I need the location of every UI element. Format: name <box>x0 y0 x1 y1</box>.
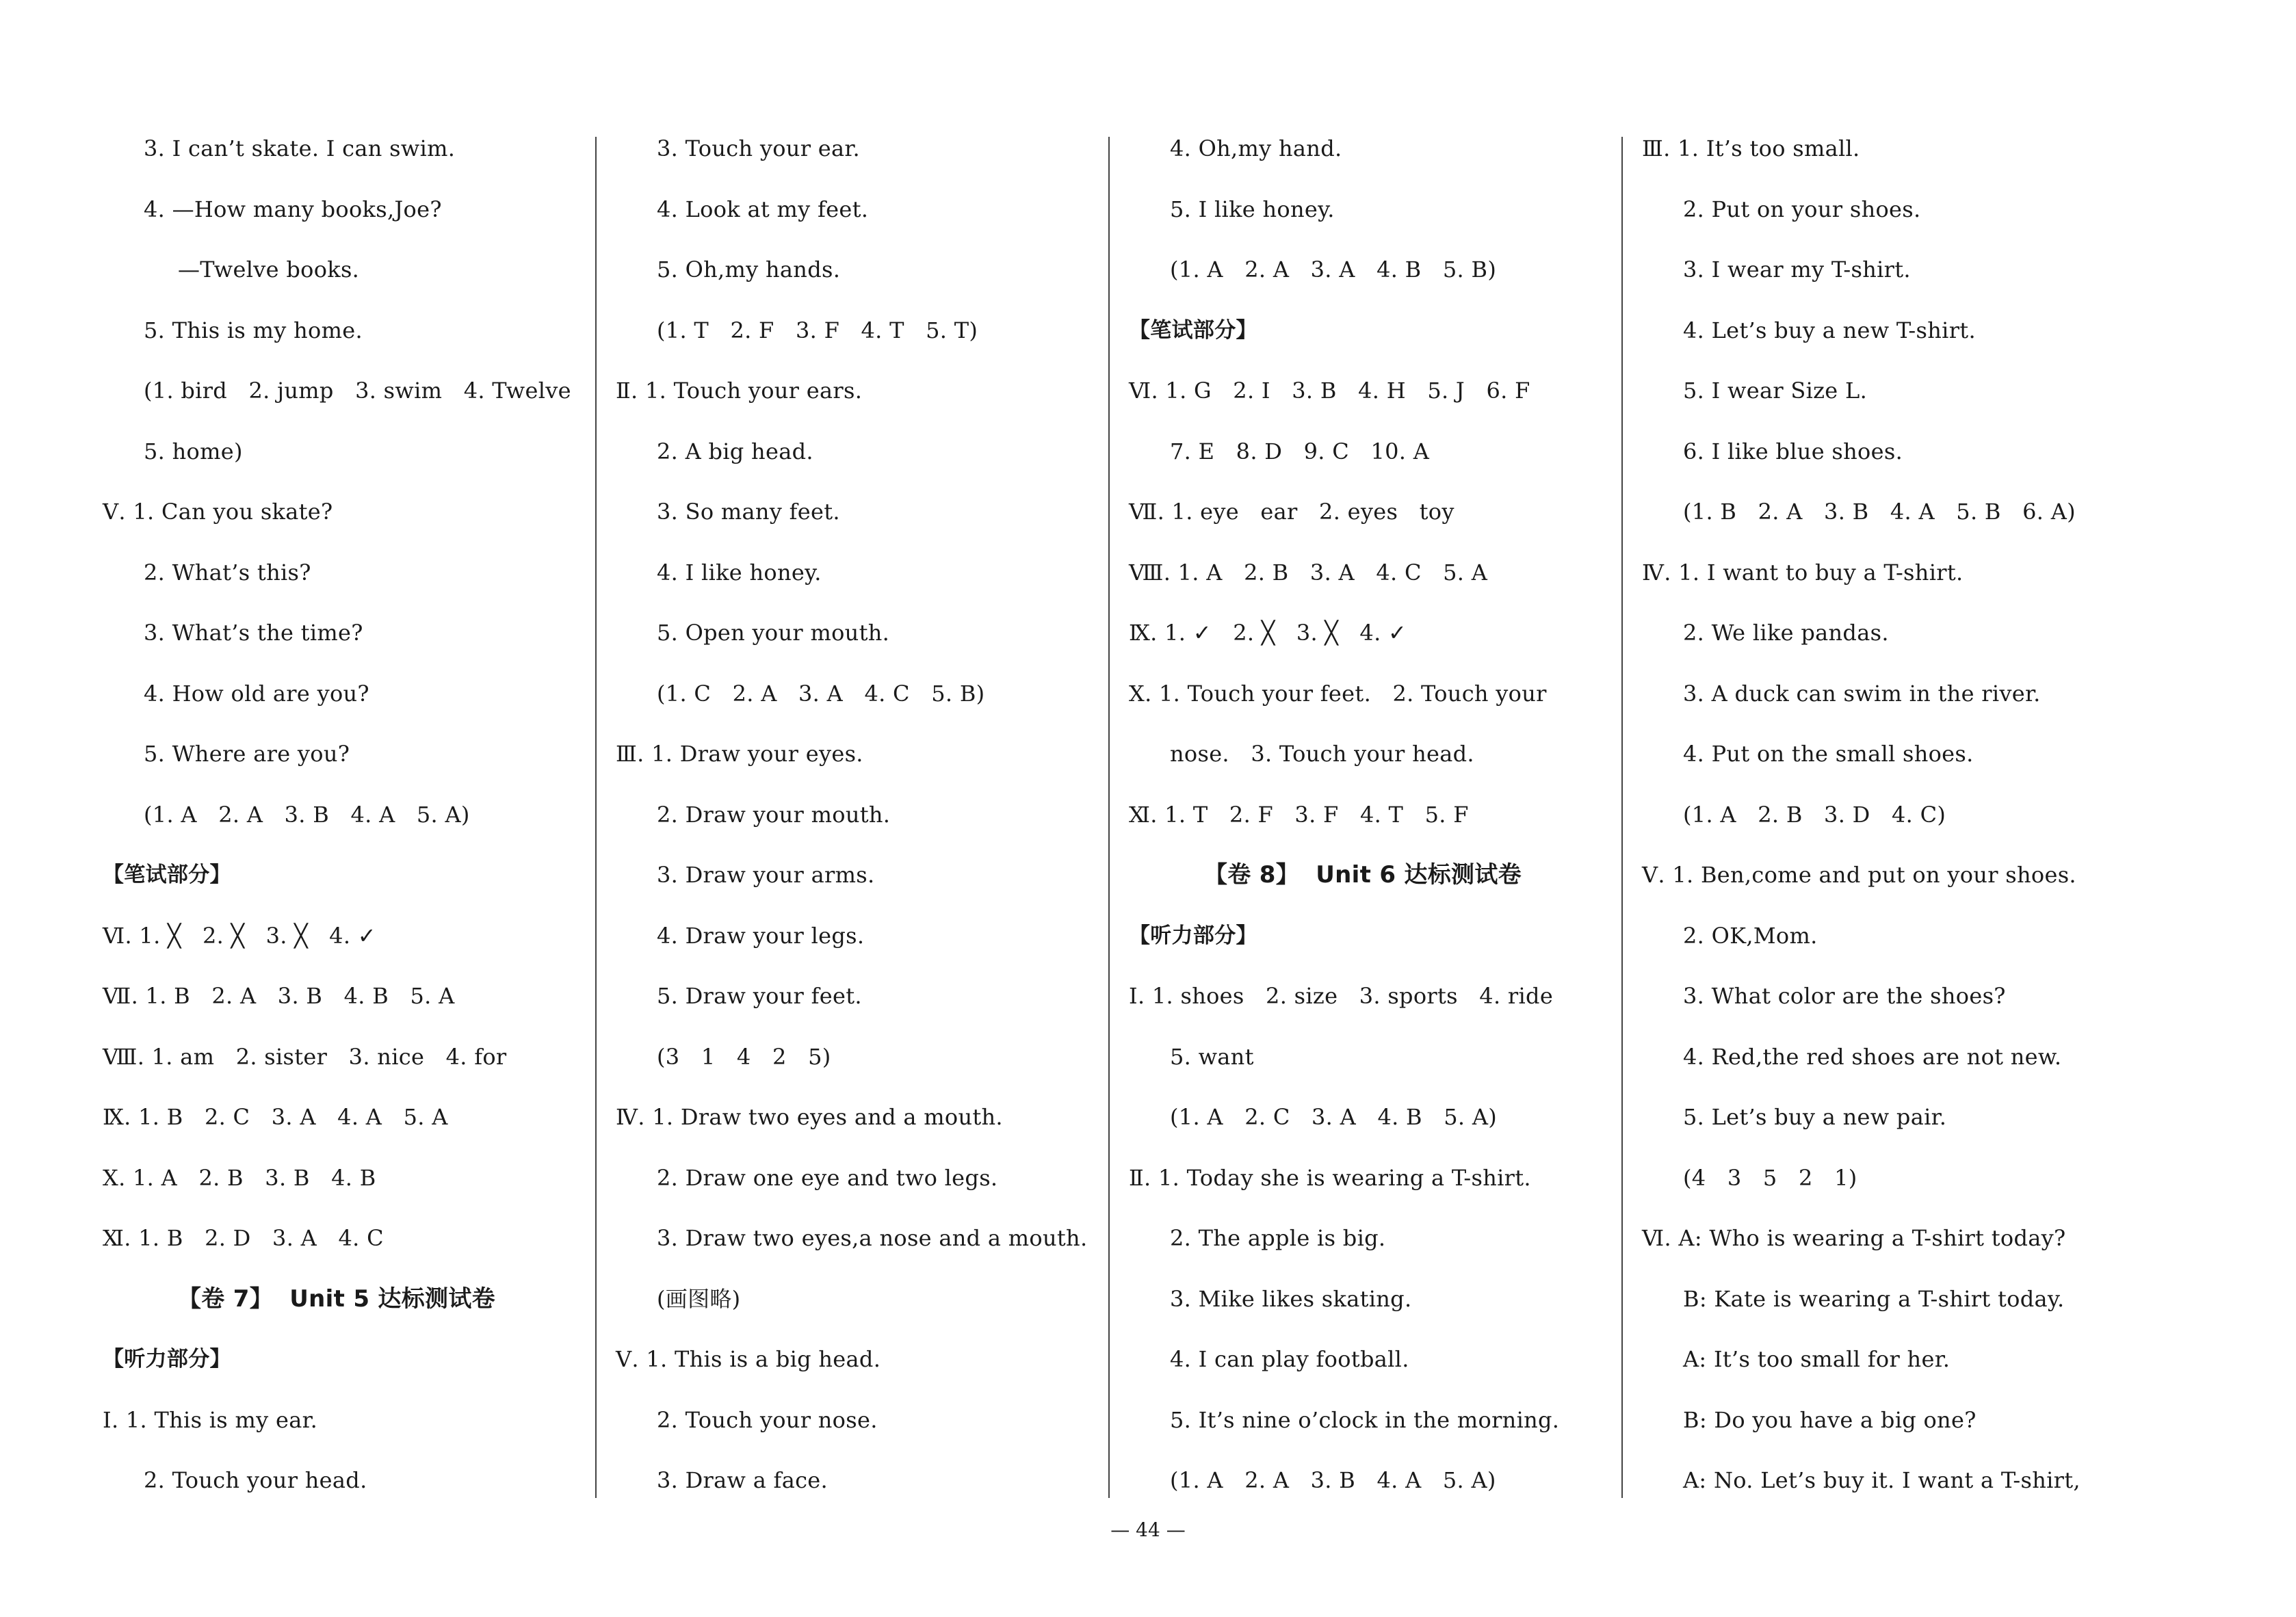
answer-line: Ⅵ. A: Who is wearing a T-shirt today? <box>1642 1225 2066 1251</box>
answer-line: 2. The apple is big. <box>1170 1225 1386 1251</box>
answer-line: B: Kate is wearing a T-shirt today. <box>1683 1285 2065 1312</box>
answer-line: Ⅱ. 1. Touch your ears. <box>616 378 863 404</box>
answer-line: (1. A 2. A 3. B 4. A 5. A) <box>144 801 470 828</box>
answer-line: 3. What color are the shoes? <box>1683 983 2006 1009</box>
answer-line: (3 1 4 2 5) <box>657 1043 831 1070</box>
answer-line: 2. A big head. <box>657 438 813 464</box>
answer-line: 6. I like blue shoes. <box>1683 438 1903 464</box>
answer-line: Ⅷ. 1. am 2. sister 3. nice 4. for <box>103 1043 507 1070</box>
answer-line: 4. Oh,my hand. <box>1170 135 1342 161</box>
answer-line: Ⅵ. 1. ╳ 2. ╳ 3. ╳ 4. ✓ <box>103 922 376 949</box>
answer-line: Ⅰ. 1. This is my ear. <box>103 1406 318 1433</box>
answer-line: 5. I like honey. <box>1170 196 1335 222</box>
answer-line: (4 3 5 2 1) <box>1683 1164 1857 1191</box>
answer-line: 2. Draw one eye and two legs. <box>657 1164 998 1191</box>
answer-line: 5. Let’s buy a new pair. <box>1683 1104 1947 1130</box>
answer-line: 2. Touch your nose. <box>657 1406 878 1433</box>
answer-line: 4. —How many books,Joe? <box>144 196 442 222</box>
answer-line: Ⅸ. 1. B 2. C 3. A 4. A 5. A <box>103 1104 448 1130</box>
answer-line: 2. Touch your head. <box>144 1467 367 1493</box>
answer-line: Ⅴ. 1. Can you skate? <box>103 499 333 525</box>
answer-line: 5. Open your mouth. <box>657 620 890 646</box>
answer-line: (1. A 2. A 3. A 4. B 5. B) <box>1170 257 1497 282</box>
answer-line: Ⅺ. 1. B 2. D 3. A 4. C <box>103 1225 384 1251</box>
section-title: 【卷 8】 Unit 6 达标测试卷 <box>1204 861 1522 889</box>
answer-line: 2. OK,Mom. <box>1683 922 1818 949</box>
answer-line: 4. Put on the small shoes. <box>1683 741 1974 767</box>
answer-line: 4. Draw your legs. <box>657 922 865 949</box>
column-divider <box>1108 137 1110 1498</box>
answer-line: 5. I wear Size L. <box>1683 378 1868 404</box>
column-divider <box>595 137 597 1498</box>
answer-line: 4. I like honey. <box>657 559 822 586</box>
section-heading: 【笔试部分】 <box>1129 317 1257 343</box>
answer-line: (1. T 2. F 3. F 4. T 5. T) <box>657 317 978 343</box>
answer-line: 3. Draw a face. <box>657 1467 828 1493</box>
answer-line: 4. I can play football. <box>1170 1346 1409 1372</box>
column-4 <box>1642 115 2162 1508</box>
answer-line: 7. E 8. D 9. C 10. A <box>1170 438 1430 464</box>
answer-line: 3. Mike likes skating. <box>1170 1285 1412 1312</box>
answer-line: 3. I can’t skate. I can swim. <box>144 135 456 161</box>
answer-line: Ⅲ. 1. Draw your eyes. <box>616 741 863 767</box>
answer-line: Ⅶ. 1. eye ear 2. eyes toy <box>1129 499 1454 525</box>
answer-line: 5. Where are you? <box>144 741 350 767</box>
answer-line: (1. B 2. A 3. B 4. A 5. B 6. A) <box>1683 499 2076 525</box>
section-heading: 【听力部分】 <box>103 1347 231 1371</box>
answer-line: 5. want <box>1170 1043 1254 1070</box>
answer-line: (画图略) <box>657 1285 741 1312</box>
answer-line: 3. So many feet. <box>657 499 840 525</box>
answer-line: Ⅹ. 1. A 2. B 3. B 4. B <box>103 1164 376 1191</box>
answer-line: 2. What’s this? <box>144 559 311 586</box>
answer-line: Ⅳ. 1. I want to buy a T-shirt. <box>1642 559 1964 586</box>
answer-line: Ⅸ. 1. ✓ 2. ╳ 3. ╳ 4. ✓ <box>1129 620 1407 646</box>
answer-line: (1. C 2. A 3. A 4. C 5. B) <box>657 680 985 707</box>
column-3 <box>1129 115 1649 1508</box>
column-2 <box>616 115 1136 1508</box>
answer-line: 3. What’s the time? <box>144 620 363 646</box>
answer-line: (1. A 2. A 3. B 4. A 5. A) <box>1170 1467 1496 1493</box>
answer-line: 5. home) <box>144 438 243 464</box>
answer-line: 5. Draw your feet. <box>657 983 862 1009</box>
section-heading: 【笔试部分】 <box>103 863 231 887</box>
answer-line: 3. I wear my T-shirt. <box>1683 257 1911 282</box>
answer-line: 5. It’s nine o’clock in the morning. <box>1170 1406 1560 1433</box>
answer-line: 2. Put on your shoes. <box>1683 196 1921 222</box>
answer-line: nose. 3. Touch your head. <box>1170 741 1474 767</box>
answer-line: Ⅴ. 1. Ben,come and put on your shoes. <box>1642 862 2076 888</box>
answer-line: (1. A 2. B 3. D 4. C) <box>1683 801 1946 828</box>
answer-line: A: It’s too small for her. <box>1683 1346 1951 1372</box>
answer-line: (1. bird 2. jump 3. swim 4. Twelve <box>144 378 571 404</box>
answer-line: 4. Let’s buy a new T-shirt. <box>1683 317 1976 343</box>
section-heading: 【听力部分】 <box>1129 923 1257 948</box>
answer-line: Ⅴ. 1. This is a big head. <box>616 1346 881 1372</box>
answer-line: Ⅲ. 1. It’s too small. <box>1642 135 1860 161</box>
answer-line: —Twelve books. <box>178 257 360 282</box>
answer-line: (1. A 2. C 3. A 4. B 5. A) <box>1170 1104 1498 1130</box>
answer-line: Ⅵ. 1. G 2. I 3. B 4. H 5. J 6. F <box>1129 378 1530 404</box>
answer-line: Ⅹ. 1. Touch your feet. 2. Touch your <box>1129 680 1547 707</box>
answer-line: Ⅳ. 1. Draw two eyes and a mouth. <box>616 1104 1003 1130</box>
answer-line: 5. Oh,my hands. <box>657 257 841 282</box>
answer-line: 3. Touch your ear. <box>657 135 860 161</box>
answer-line: Ⅷ. 1. A 2. B 3. A 4. C 5. A <box>1129 559 1488 586</box>
answer-line: 4. Red,the red shoes are not new. <box>1683 1043 2062 1070</box>
answer-line: 5. This is my home. <box>144 317 363 343</box>
answer-line: 3. Draw your arms. <box>657 862 875 888</box>
answer-line: 2. Draw your mouth. <box>657 801 891 828</box>
answer-line: Ⅰ. 1. shoes 2. size 3. sports 4. ride <box>1129 983 1554 1009</box>
answer-line: A: No. Let’s buy it. I want a T-shirt, <box>1683 1467 2080 1493</box>
section-title: 【卷 7】 Unit 5 达标测试卷 <box>178 1285 495 1313</box>
answer-line: Ⅱ. 1. Today she is wearing a T-shirt. <box>1129 1164 1531 1191</box>
column-divider <box>1621 137 1623 1498</box>
answer-line: 3. Draw two eyes,a nose and a mouth. <box>657 1225 1088 1251</box>
answer-line: 4. Look at my feet. <box>657 196 869 222</box>
answer-line: Ⅺ. 1. T 2. F 3. F 4. T 5. F <box>1129 801 1469 828</box>
answer-line: 2. We like pandas. <box>1683 620 1889 646</box>
column-1 <box>103 115 623 1508</box>
answer-line: Ⅶ. 1. B 2. A 3. B 4. B 5. A <box>103 983 455 1009</box>
page-number: — 44 — <box>1110 1519 1186 1541</box>
answer-line: 4. How old are you? <box>144 680 369 707</box>
answer-line: 3. A duck can swim in the river. <box>1683 680 2041 707</box>
answer-line: B: Do you have a big one? <box>1683 1406 1977 1433</box>
